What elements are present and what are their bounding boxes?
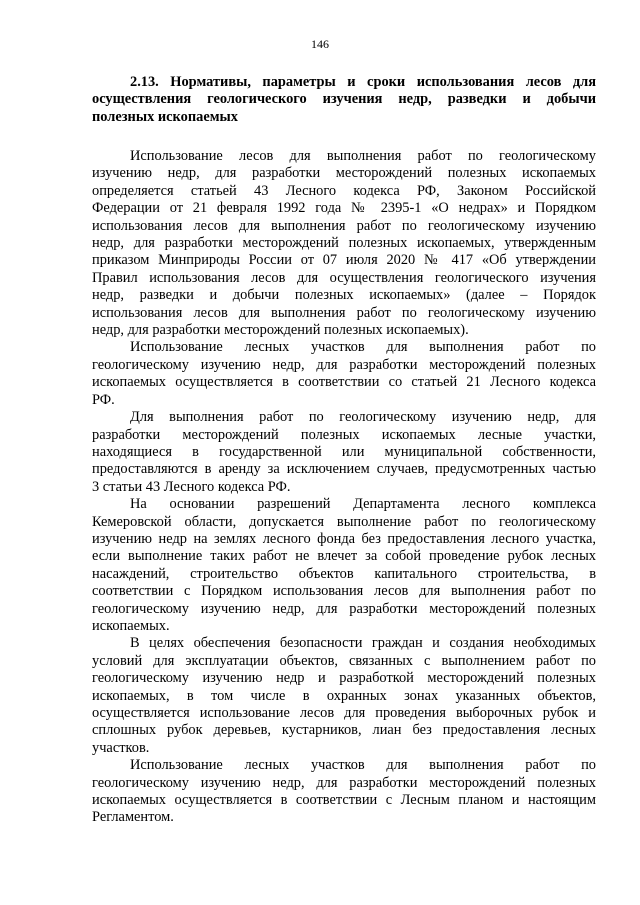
text-line: Федерации от 21 февраля 1992 года № 2395-1 «О недрах» и Порядком xyxy=(92,200,596,217)
text-line: Кемеровской области, допускается выполнение работ по геологическому xyxy=(92,513,596,530)
text-line: осуществляется использование лесов для проведения выборочных рубок и xyxy=(92,705,596,721)
paragraph-legal-basis xyxy=(92,148,596,339)
text-line: 3 статьи 43 Лесного кодекса РФ. xyxy=(92,478,291,495)
text-line: приказом Минприроды России от 07 июля 2020 № 417 «Об утверждении xyxy=(92,252,596,269)
text-line: условий для эксплуатации объектов, связанных с выполнением работ по xyxy=(92,652,596,669)
heading-line: 2.13. Нормативы, параметры и сроки использования лесов для xyxy=(130,74,596,90)
text-line: Для выполнения работ по геологическому изучению недр, для xyxy=(130,409,596,426)
text-line: Использование лесных участков для выполнения работ по xyxy=(130,757,596,774)
text-line: На основании разрешений Департамента лесного комплекса xyxy=(130,496,596,513)
text-line: если выполнение таких работ не влечет за собой проведение рубок лесных xyxy=(92,548,596,565)
body-text xyxy=(92,148,596,827)
text-line: ископаемых, в том числе в охранных зонах указанных объектов, xyxy=(92,687,596,704)
text-line: ископаемых осуществляется в соответствии с Лесным планом и настоящим xyxy=(92,792,596,809)
heading-line: осуществления геологического изучения недр, разведки и добычи xyxy=(92,91,596,108)
text-line: изучению недр на землях лесного фонда без предоставления лесного участка, xyxy=(92,530,596,547)
paragraph-forest-plan xyxy=(92,757,596,827)
text-line: геологическому изучению недр и разработкой месторождений полезных xyxy=(92,670,596,687)
text-line: Использование лесных участков для выполнения работ по xyxy=(130,339,596,356)
text-line: использования лесов для выполнения работ по геологическому изучению xyxy=(92,217,596,234)
text-line: недр, разведки и добычи полезных ископаемых» (далее – Порядок xyxy=(92,287,596,304)
paragraph-article-21 xyxy=(92,339,596,409)
text-line: РФ. xyxy=(92,391,115,408)
text-line: недр, для разработки месторождений полезных ископаемых, утвержденным xyxy=(92,235,596,252)
text-line: В целях обеспечения безопасности граждан и создания необходимых xyxy=(130,635,596,652)
text-line: Использование лесов для выполнения работ по геологическому xyxy=(130,148,596,164)
text-line: соответствии с Порядком использования лесов для выполнения работ по xyxy=(92,583,596,600)
text-line: использования лесов для выполнения работ по геологическому изучению xyxy=(92,304,596,321)
paragraph-safety xyxy=(92,635,596,757)
text-line: изучению недр, для разработки месторождений полезных ископаемых xyxy=(92,165,596,182)
text-line: недр, для разработки месторождений полезных ископаемых). xyxy=(92,322,469,339)
paragraph-permits xyxy=(92,496,596,635)
text-line: геологическому изучению недр, для разработки месторождений полезных xyxy=(92,356,596,373)
text-line: разработки месторождений полезных ископаемых лесные участки, xyxy=(92,426,596,443)
text-line: ископаемых. xyxy=(92,617,170,634)
text-line: участков. xyxy=(92,739,150,756)
text-line: ископаемых осуществляется в соответствии со статьей 21 Лесного кодекса xyxy=(92,374,596,391)
paragraph-lease xyxy=(92,409,596,496)
text-line: определяется статьей 43 Лесного кодекса РФ, Законом Российской xyxy=(92,182,596,199)
text-line: Правил использования лесов для осуществления геологического изучения xyxy=(92,269,596,286)
text-line: находящиеся в государственной или муниципальной собственности, xyxy=(92,443,596,460)
text-line: сплошных рубок деревьев, кустарников, лиан без предоставления лесных xyxy=(92,722,596,739)
text-line: предоставляются в аренду за исключением случаев, предусмотренных частью xyxy=(92,461,596,478)
text-line: геологическому изучению недр, для разработки месторождений полезных xyxy=(92,600,596,617)
heading-line: полезных ископаемых xyxy=(92,108,238,125)
text-line: насаждений, строительство объектов капитального строительства, в xyxy=(92,565,596,582)
text-line: геологическому изучению недр, для разработки месторождений полезных xyxy=(92,774,596,791)
text-line: Регламентом. xyxy=(92,809,174,826)
section-heading xyxy=(92,74,596,126)
page-number: 146 xyxy=(311,37,329,51)
